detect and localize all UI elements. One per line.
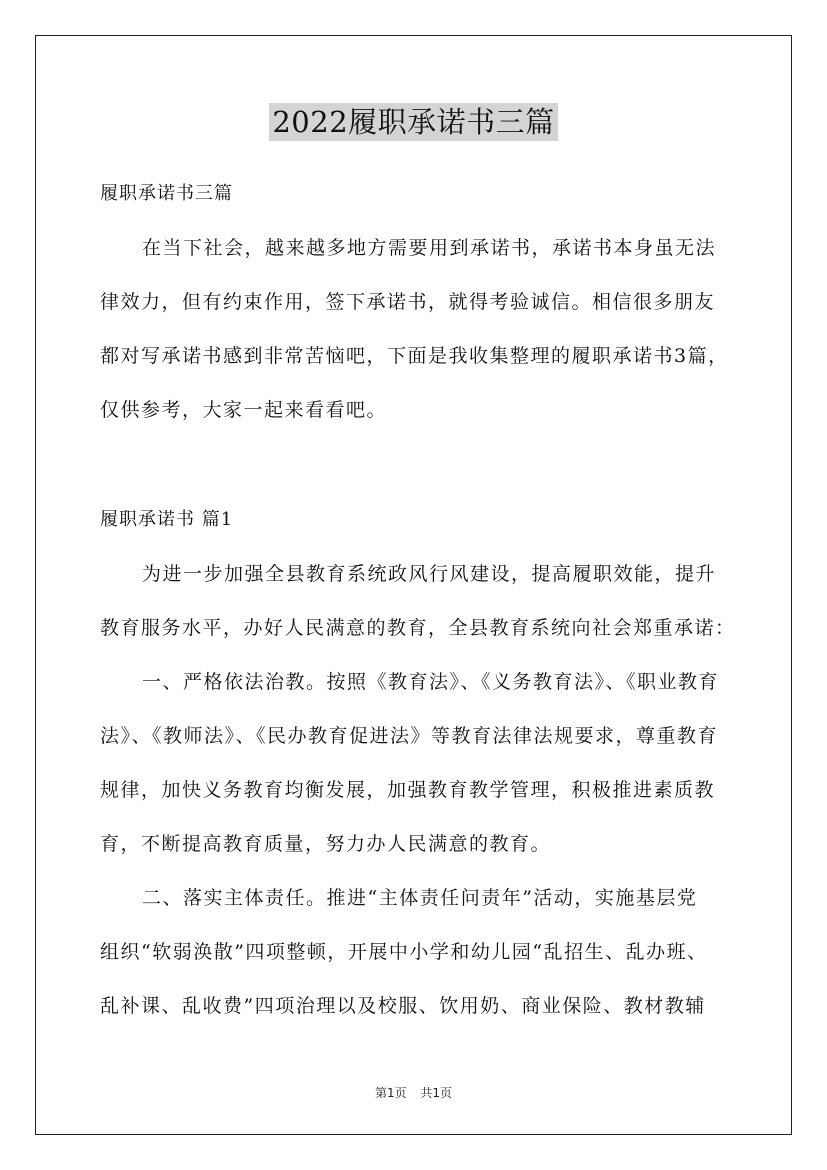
paragraph-line: 一、严格依法治教。按照《教育法》、《义务教育法》、《职业教育 (142, 671, 720, 693)
document-title: 2022履职承诺书三篇 (269, 103, 557, 141)
paragraph-line: 乱补课、乱收费”四项治理以及校服、饮用奶、商业保险、教材教辅 (100, 995, 706, 1017)
document-subtitle: 履职承诺书三篇 (100, 183, 233, 204)
section-heading: 履职承诺书 篇1 (100, 509, 234, 530)
intro-line: 在当下社会，越来越多地方需要用到承诺书，承诺书本身虽无法 (142, 237, 717, 259)
paragraph-line: 法》、《教师法》、《民办教育促进法》等教育法律法规要求，尊重教育 (100, 725, 719, 747)
intro-line: 仅供参考，大家一起来看看吧。 (100, 399, 388, 421)
paragraph-line: 二、落实主体责任。推进“主体责任问责年”活动，实施基层党 (142, 887, 698, 909)
paragraph-line: 规律，加快义务教育均衡发展，加强教育教学管理，积极推进素质教 (100, 779, 716, 801)
page-number-total: 共1页 (420, 1086, 453, 1100)
intro-line: 都对写承诺书感到非常苦恼吧，下面是我收集整理的履职承诺书3篇， (100, 345, 729, 367)
intro-line: 律效力，但有约束作用，签下承诺书，就得考验诚信。相信很多朋友 (100, 291, 716, 313)
page-footer (0, 1084, 827, 1101)
page-number-current: 第1页 (374, 1086, 407, 1100)
paragraph-line: 组织“软弱涣散”四项整顿，开展中小学和幼儿园“乱招生、乱办班、 (100, 941, 708, 963)
paragraph-line: 教育服务水平，办好人民满意的教育，全县教育系统向社会郑重承诺： (100, 617, 736, 639)
paragraph-line: 育，不断提高教育质量，努力办人民满意的教育。 (100, 833, 552, 855)
title-container (0, 103, 827, 141)
paragraph-line: 为进一步加强全县教育系统政风行风建设，提高履职效能，提升 (142, 563, 717, 585)
